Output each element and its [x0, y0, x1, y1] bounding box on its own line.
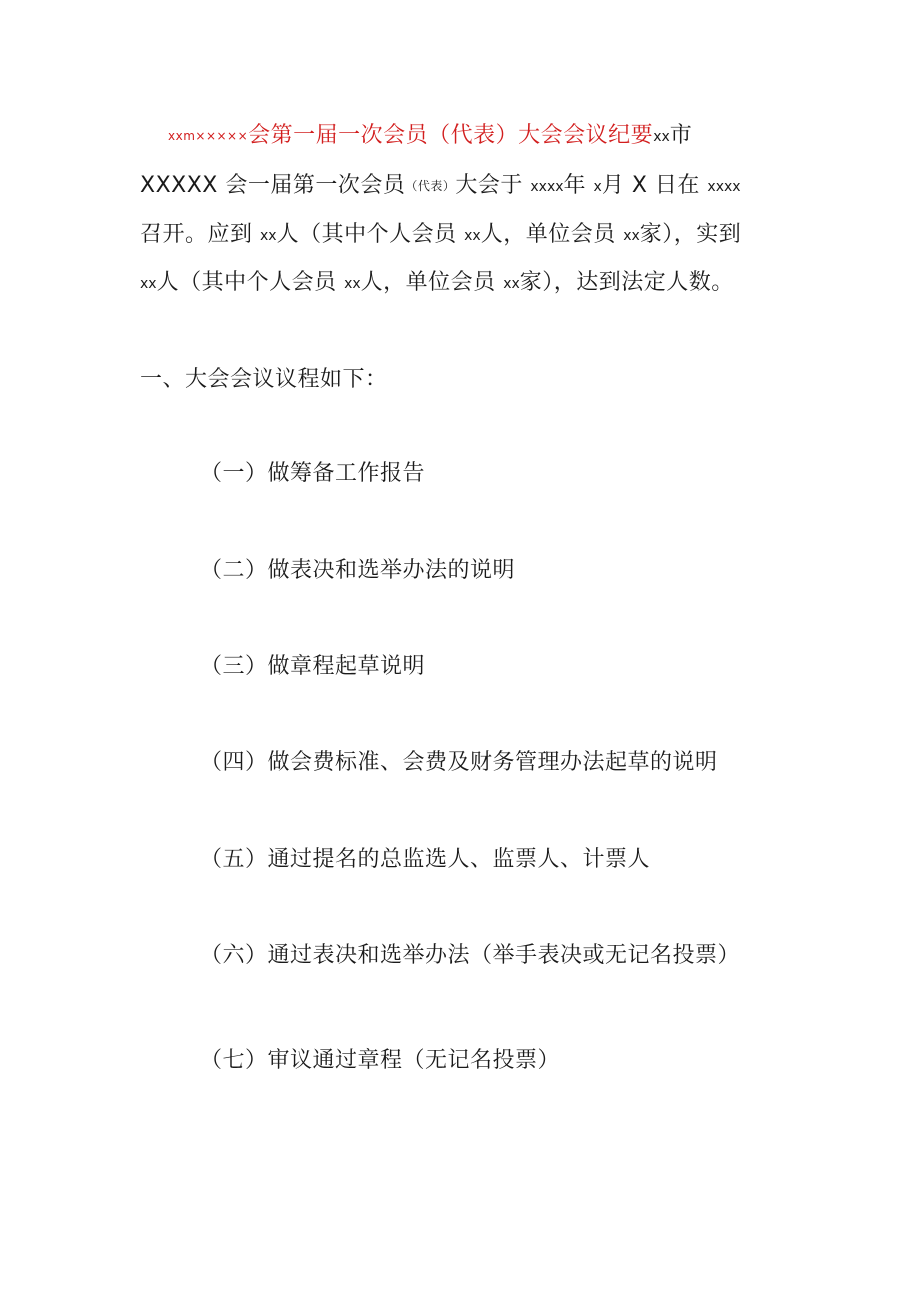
agenda-item: （七）审议通过章程（无记名投票）	[200, 1048, 561, 1073]
intro-text: 家），实到	[639, 222, 742, 247]
intro-text: 月 X 日在	[601, 173, 700, 198]
intro-text: 家），达到法定人数。	[519, 270, 734, 295]
agenda-item: （五）通过提名的总监选人、监票人、计票人	[200, 847, 651, 872]
city-placeholder: xx	[653, 129, 670, 145]
place-placeholder: xxxx	[707, 179, 741, 195]
agenda-item: （六）通过表决和选举办法（举手表决或无记名投票）	[200, 943, 741, 968]
city-label: 市	[669, 123, 693, 148]
count-placeholder: xx	[260, 228, 277, 244]
intro-text: 人（其中个人会员	[156, 270, 337, 295]
count-placeholder: xx	[344, 276, 361, 292]
intro-line-2	[140, 220, 741, 251]
count-placeholder: xx	[623, 228, 640, 244]
year-placeholder: xxxx	[530, 179, 564, 195]
count-placeholder: xx	[464, 228, 481, 244]
intro-paren: （代表）	[405, 179, 456, 193]
agenda-item: （一）做筹备工作报告	[200, 461, 426, 486]
title-prefix: xxm×××××	[168, 129, 249, 143]
intro-text: 人（其中个人会员	[276, 222, 457, 247]
agenda-item: （三）做章程起草说明	[200, 654, 426, 679]
section-heading: 一、大会会议议程如下：	[140, 367, 388, 392]
intro-text: 年	[563, 173, 587, 198]
agenda-item: （二）做表决和选举办法的说明	[200, 558, 516, 583]
document-title-line	[168, 121, 692, 152]
intro-text: XXXXX 会一届第一次会员	[140, 173, 406, 198]
month-placeholder: x	[593, 179, 602, 195]
document-title: 会第一届一次会员（代表）大会会议纪要	[248, 123, 654, 148]
agenda-item: （四）做会费标准、会费及财务管理办法起草的说明	[200, 750, 718, 775]
intro-text: 大会于	[455, 173, 523, 198]
intro-text: 召开。应到	[140, 222, 253, 247]
count-placeholder: xx	[140, 276, 157, 292]
intro-text: 人，单位会员	[360, 270, 496, 295]
intro-line-3	[140, 268, 734, 299]
intro-line-1	[140, 171, 741, 202]
count-placeholder: xx	[503, 276, 520, 292]
intro-text: 人，单位会员	[480, 222, 616, 247]
